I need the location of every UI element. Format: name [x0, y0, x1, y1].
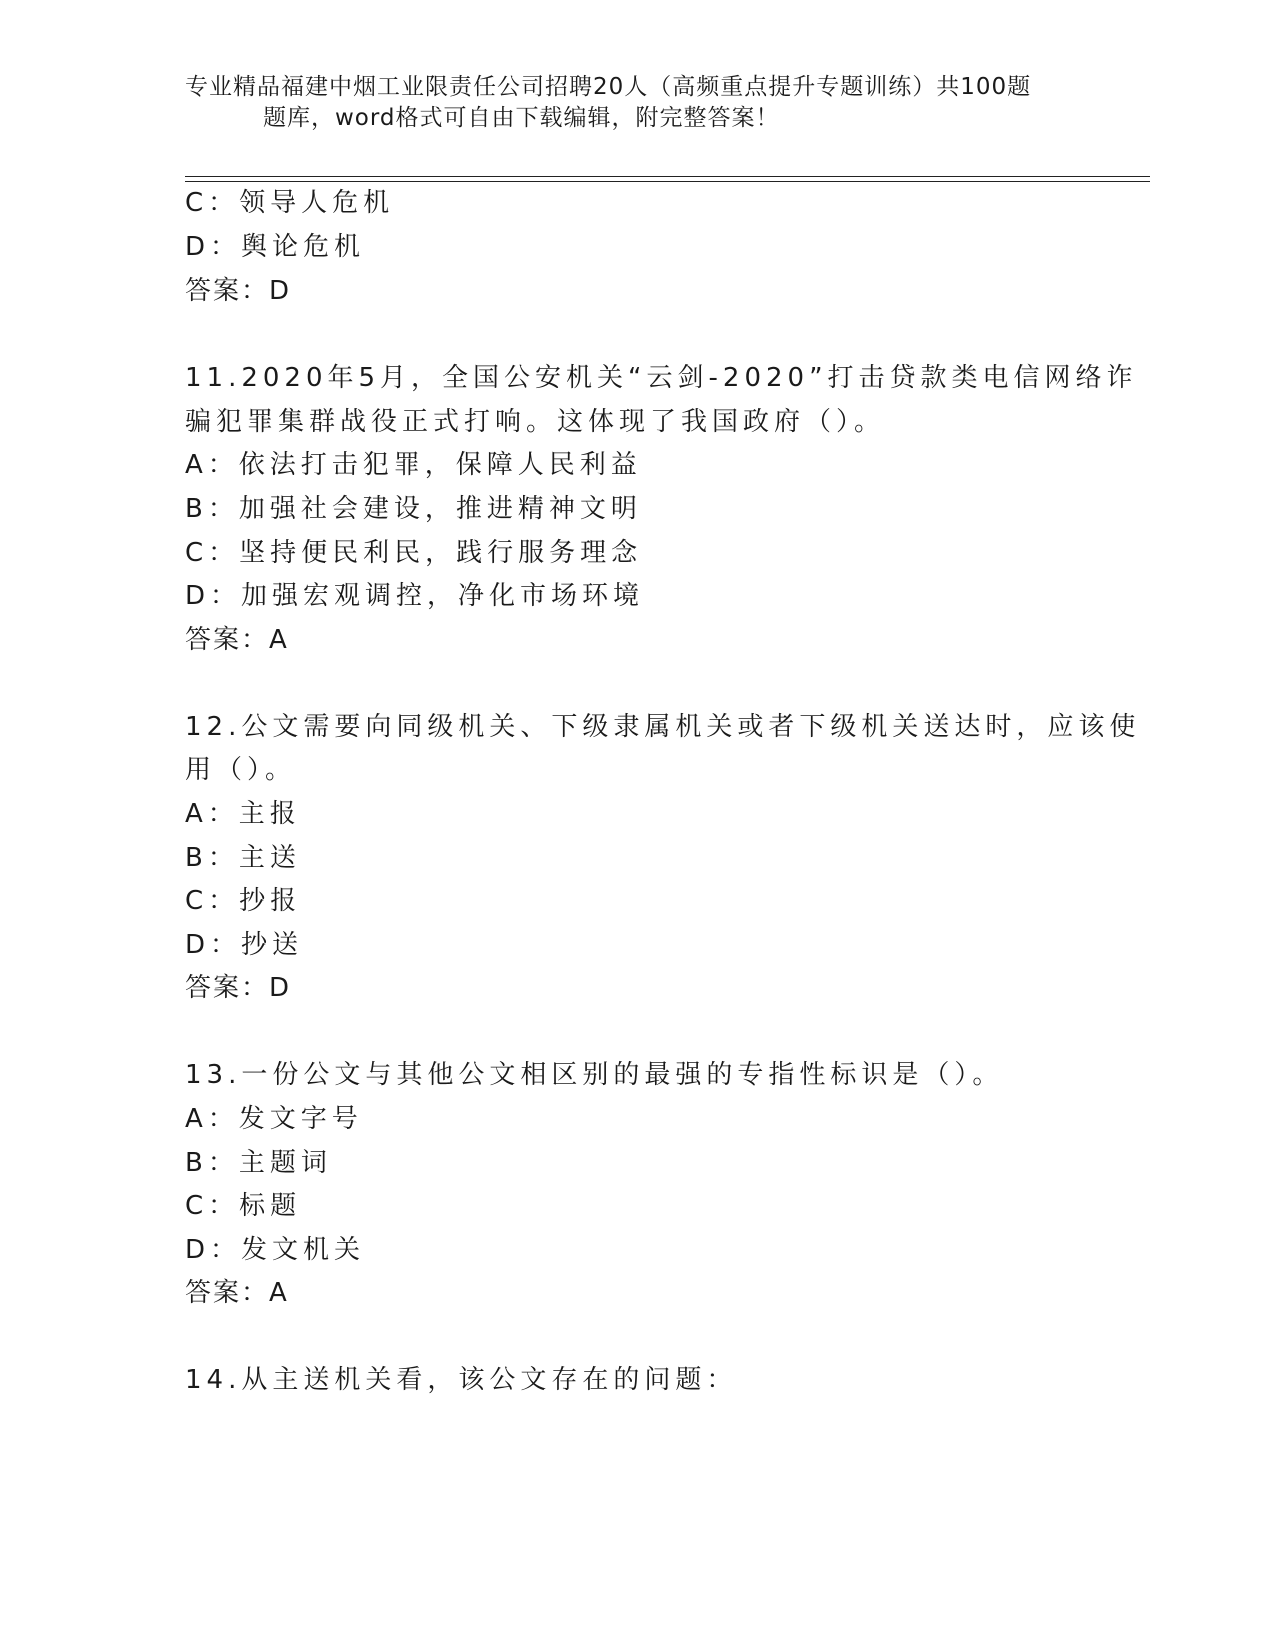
- q10-option-d: D：舆论危机: [185, 232, 366, 262]
- q13-option-a: A：发文字号: [185, 1104, 363, 1134]
- q13-option-b: B：主题词: [185, 1148, 332, 1178]
- q12-option-c: C：抄报: [185, 886, 302, 916]
- q12-answer: 答案：D: [185, 973, 292, 1003]
- q13-option-c: C：标题: [185, 1191, 302, 1221]
- document-header: [185, 72, 1085, 134]
- q11-answer: 答案：A: [185, 625, 289, 655]
- header-divider-bottom: [185, 181, 1150, 182]
- q11-stem-line-2: 骗犯罪集群战役正式打响。这体现了我国政府（）。: [185, 407, 886, 437]
- q11-option-d: D：加强宏观调控，净化市场环境: [185, 581, 645, 611]
- q13-stem-line-1: 13.一份公文与其他公文相区别的最强的专指性标识是（）。: [185, 1060, 1004, 1090]
- header-line-2: 题库，word格式可自由下载编辑，附完整答案！: [263, 105, 780, 131]
- q12-stem-line-1: 12.公文需要向同级机关、下级隶属机关或者下级机关送达时，应该使: [185, 712, 1141, 742]
- header-divider-top: [185, 176, 1150, 177]
- q13-option-d: D：发文机关: [185, 1235, 366, 1265]
- q13-answer: 答案：A: [185, 1278, 289, 1308]
- q10-answer: 答案：D: [185, 276, 292, 306]
- q10-option-c: C：领导人危机: [185, 188, 395, 218]
- q12-option-b: B：主送: [185, 843, 301, 873]
- q14-stem-line-1: 14.从主送机关看，该公文存在的问题：: [185, 1365, 738, 1395]
- q11-option-a: A：依法打击犯罪，保障人民利益: [185, 450, 642, 480]
- q12-option-a: A：主报: [185, 799, 301, 829]
- q11-option-b: B：加强社会建设，推进精神文明: [185, 494, 642, 524]
- header-line-1: 专业精品福建中烟工业限责任公司招聘20人（高频重点提升专题训练）共100题: [185, 74, 1032, 100]
- q11-option-c: C：坚持便民利民，践行服务理念: [185, 538, 643, 568]
- q12-stem-line-2: 用（）。: [185, 755, 297, 785]
- q11-stem-line-1: 11.2020年5月，全国公安机关“云剑-2020”打击贷款类电信网络诈: [185, 363, 1138, 393]
- q12-option-d: D：抄送: [185, 930, 304, 960]
